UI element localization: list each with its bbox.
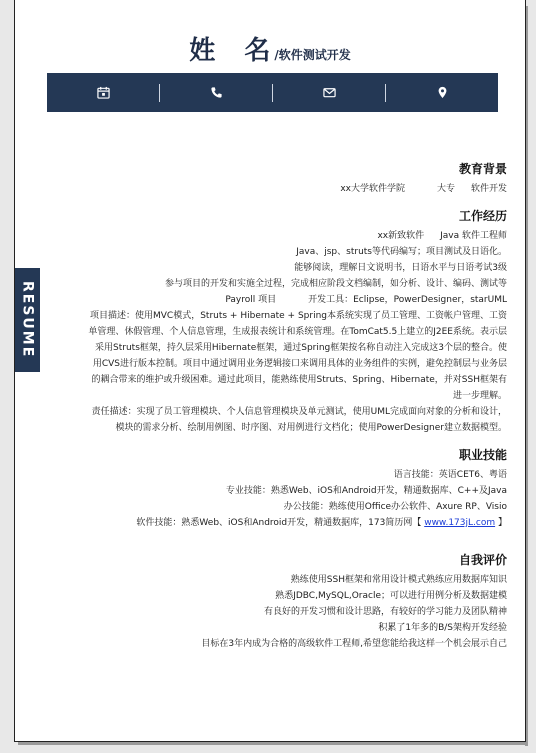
- job-title: /软件测试开发: [274, 48, 351, 62]
- resume-side-tab: [15, 268, 40, 372]
- work-section: [87, 207, 507, 436]
- office-skill: 办公技能：熟练使用Office办公软件、Axure RP、Visio: [283, 502, 507, 512]
- work-detail: 参与项目的开发和实施全过程，完成相应阶段文档编制，如分析、设计、编码、测试等: [164, 279, 507, 289]
- education-line: [87, 181, 507, 197]
- email-cell: [273, 73, 385, 112]
- self-evaluation-line: 目标在3年内成为合格的高级软件工程师,希望您能给我这样一个机会展示自己: [201, 639, 507, 649]
- education-section: [87, 160, 507, 197]
- resume-content: [87, 160, 507, 652]
- website-link[interactable]: www.173jL.com: [424, 518, 496, 528]
- project-line: [87, 292, 507, 308]
- position-name: Java 软件工程师: [440, 231, 507, 241]
- location-cell: [386, 73, 498, 112]
- self-evaluation-line: 熟悉JDBC,MySQL,Oracle；可以进行用例分析及数据建模: [275, 591, 507, 601]
- self-evaluation-title: 自我评价: [458, 553, 507, 567]
- software-skill-text: 软件技能：熟悉Web、iOS和Android开发，精通数据库，173简历网【: [136, 518, 422, 528]
- candidate-name: 姓 名: [189, 36, 281, 66]
- work-detail: Java、jsp、struts等代码编写；项目测试及日语化。: [296, 247, 507, 257]
- self-evaluation-line: 积累了1年多的B/S架构开发经验: [378, 623, 507, 633]
- project-name: Payroll 项目: [225, 295, 277, 305]
- resume-tab-label: RESUME: [19, 281, 36, 359]
- project-tools: 开发工具：Eclipse，PowerDesigner，starUML: [308, 295, 507, 305]
- work-title: 工作经历: [458, 209, 507, 223]
- education-title: 教育背景: [458, 162, 507, 176]
- mail-icon: [323, 86, 336, 99]
- resume-page: [14, 0, 526, 742]
- professional-skill: 专业技能：熟悉Web、iOS和Android开发，精通数据库、C++及Java: [225, 486, 507, 496]
- location-pin-icon: [436, 86, 449, 99]
- phone-icon: [210, 86, 223, 99]
- language-skill: 语言技能：英语CET6、粤语: [393, 470, 507, 480]
- school-name: xx大学软件学院: [340, 184, 405, 194]
- contact-bar: [47, 73, 498, 112]
- header: [15, 30, 525, 67]
- skills-section: [87, 446, 507, 531]
- work-detail: 能够阅读，理解日文说明书，日语水平与日语考试3级: [294, 263, 507, 273]
- software-skill: [87, 515, 507, 531]
- page-shadow-bottom: [18, 742, 528, 745]
- calendar-icon: [97, 86, 110, 99]
- self-evaluation-line: 熟练使用SSH框架和常用设计模式熟练应用数据库知识: [290, 575, 507, 585]
- degree: 大专: [436, 184, 455, 194]
- work-company-line: [87, 228, 507, 244]
- major: 软件开发: [470, 184, 507, 194]
- skills-title: 职业技能: [458, 448, 507, 462]
- birthdate-cell: [47, 73, 159, 112]
- company-name: xx新致软件: [377, 231, 425, 241]
- duty-description: 责任描述：实现了员工管理模块、个人信息管理模块及单元测试，使用UML完成面向对象的分析和设计，模块的需求分析、绘制用例图、时序图、对用例进行文档化；使用PowerDesigner建立数据模型。: [91, 407, 507, 433]
- project-description: 项目描述：使用MVC模式，Struts + Hibernate + Spring本系统实现了员工管理、工资帐户管理、工资单管理、休假管理、个人信息管理，生成报表统计和系统管理。在TomCat5.5上建立的J2EE系统。表示层采用Struts框架，持久层采用Hibernate框架，通过Spring框架按名称自动注入完成这3个层的整合。使用CVS进行版本控制。项目中通过调用业务逻辑接口来调用具体的业务组件的实例，避免控制层与业务层的耦合带来的维护或升级困难。通过此项目，能熟练使用Struts、Spring、Hibernate，并对SSH框架有进一步理解。: [88, 311, 507, 401]
- self-evaluation-line: 有良好的开发习惯和设计思路，有较好的学习能力及团队精神: [263, 607, 507, 617]
- phone-cell: [160, 73, 272, 112]
- software-skill-suffix: 】: [497, 518, 507, 528]
- self-evaluation-section: [87, 551, 507, 652]
